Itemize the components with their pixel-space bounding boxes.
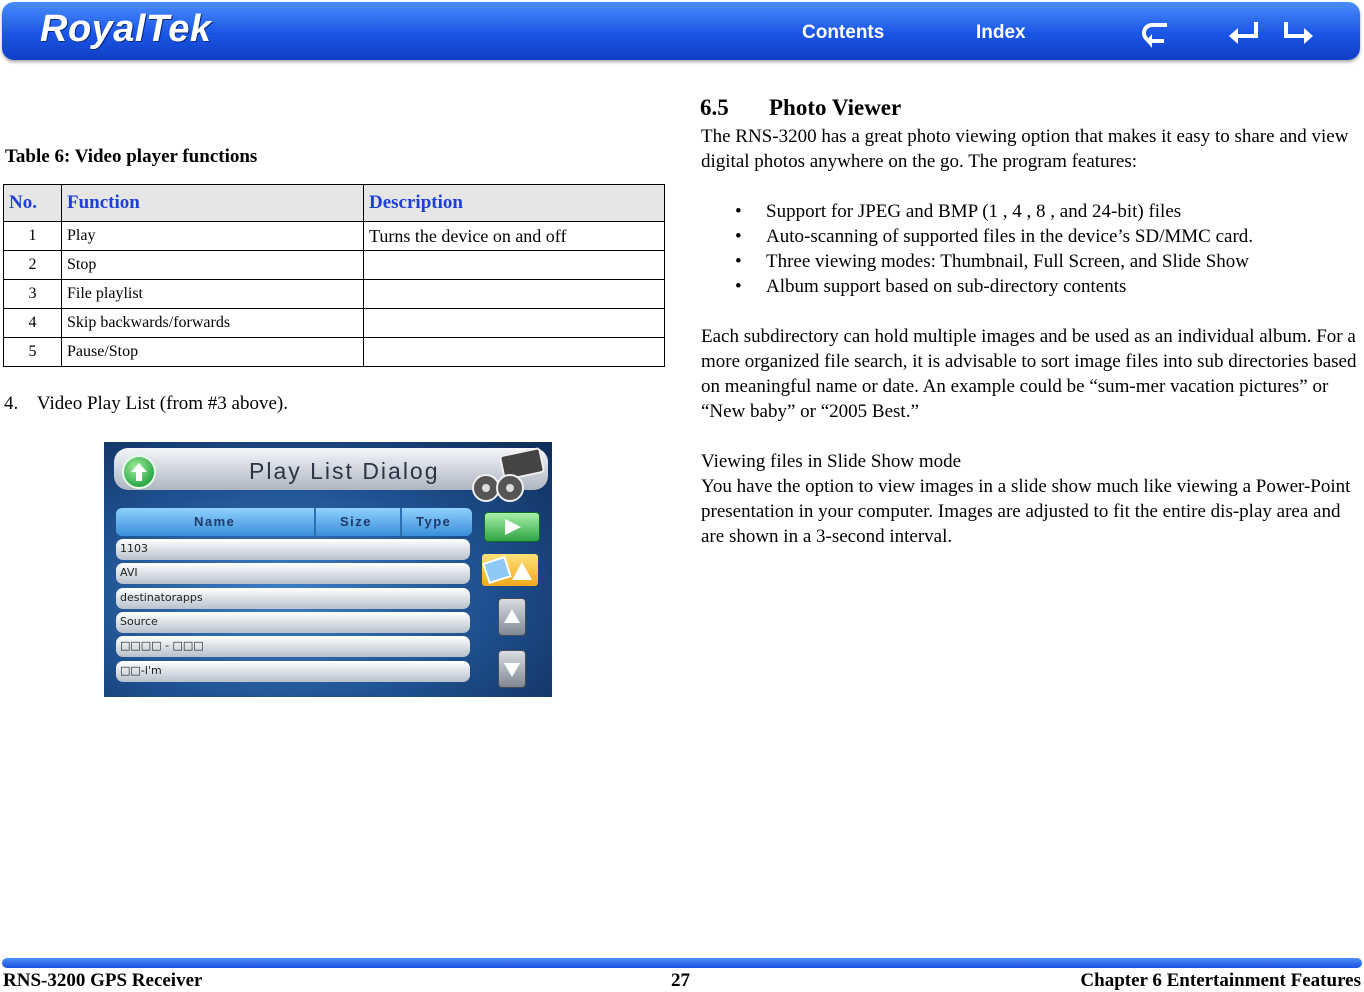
row-description — [364, 309, 665, 338]
row-function: Play — [62, 222, 364, 251]
brand-logo: RoyalTek — [40, 8, 212, 50]
section-number: 6.5 — [700, 95, 729, 120]
index-link[interactable]: Index — [976, 22, 1026, 43]
step-4-text: 4. Video Play List (from #3 above). — [4, 393, 288, 414]
camera-film-icon — [472, 446, 550, 506]
section-heading — [700, 95, 902, 121]
play-button[interactable] — [484, 512, 540, 542]
row-description — [364, 338, 665, 367]
video-functions-table — [3, 184, 665, 367]
list-item: • Three viewing modes: Thumbnail, Full Screen, and Slide Show — [735, 249, 1253, 274]
list-item[interactable]: AVI — [116, 563, 470, 584]
list-item[interactable]: Source — [116, 612, 470, 633]
row-number: 4 — [4, 309, 62, 338]
row-function: Skip backwards/forwards — [62, 309, 364, 338]
list-item: • Album support based on sub-directory contents — [735, 274, 1253, 299]
back-icon[interactable] — [1140, 16, 1174, 50]
header-no: No. — [4, 185, 62, 222]
previous-page-icon[interactable] — [1226, 16, 1260, 50]
list-item[interactable]: destinatorapps — [116, 588, 470, 609]
intro-paragraph: The RNS-3200 has a great photo viewing option that makes it easy to share and view digital photos anywhere on the go. The program features: — [701, 126, 1349, 172]
row-function: Pause/Stop — [62, 338, 364, 367]
row-number: 1 — [4, 222, 62, 251]
contents-link[interactable]: Contents — [802, 22, 885, 43]
footer-product: RNS-3200 GPS Receiver — [3, 970, 203, 991]
footer-bar — [2, 958, 1362, 968]
row-description — [364, 251, 665, 280]
header-bar — [2, 2, 1360, 60]
table-header-row — [4, 185, 665, 222]
table-row — [4, 251, 665, 280]
table-row — [4, 309, 665, 338]
row-number: 2 — [4, 251, 62, 280]
row-description — [364, 280, 665, 309]
table-row — [4, 280, 665, 309]
scroll-up-button[interactable] — [498, 598, 526, 636]
footer-chapter: Chapter 6 Entertainment Features — [1080, 970, 1361, 991]
column-type: Type — [416, 514, 452, 529]
row-number: 3 — [4, 280, 62, 309]
table-row — [4, 222, 665, 251]
feature-list — [735, 199, 1253, 299]
slideshow-heading: Viewing files in Slide Show mode — [701, 451, 962, 472]
header-function: Function — [62, 185, 364, 222]
page-number: 27 — [671, 970, 690, 991]
list-item[interactable]: 1103 — [116, 539, 470, 560]
scroll-down-button[interactable] — [498, 650, 526, 688]
photo-icon[interactable] — [482, 554, 538, 586]
list-item[interactable]: □□-I'm — [116, 661, 470, 682]
dialog-title: Play List Dialog — [249, 458, 440, 484]
row-description: Turns the device on and off — [364, 222, 665, 251]
list-item: • Support for JPEG and BMP (1 , 4 , 8 , and 24-bit) files — [735, 199, 1253, 224]
play-list-dialog-screenshot — [104, 442, 552, 697]
column-size: Size — [340, 514, 373, 529]
row-function: Stop — [62, 251, 364, 280]
section-title: Photo Viewer — [769, 95, 902, 120]
list-item: • Auto-scanning of supported files in the device’s SD/MMC card. — [735, 224, 1253, 249]
row-function: File playlist — [62, 280, 364, 309]
column-name: Name — [194, 514, 236, 529]
header-description: Description — [364, 185, 665, 222]
table-title: Table 6: Video player functions — [5, 146, 258, 167]
dialog-column-header — [116, 508, 472, 536]
row-number: 5 — [4, 338, 62, 367]
up-arrow-icon — [122, 455, 156, 489]
list-item[interactable]: □□□□ - □□□ — [116, 636, 470, 657]
next-page-icon[interactable] — [1282, 16, 1316, 50]
slideshow-paragraph: You have the option to view images in a slide show much like viewing a Power-Point presentation in your computer. Images are adjusted to fit the entire dis-play area and are shown in a 3-second interval. — [701, 476, 1351, 547]
table-row — [4, 338, 665, 367]
album-paragraph: Each subdirectory can hold multiple images and be used as an individual album. For a more organized file search, it is advisable to sort image files into sub directories based on meaningful name or date. An example could be “sum-mer vacation pictures” or “New baby” or “2005 Best.” — [701, 326, 1357, 422]
